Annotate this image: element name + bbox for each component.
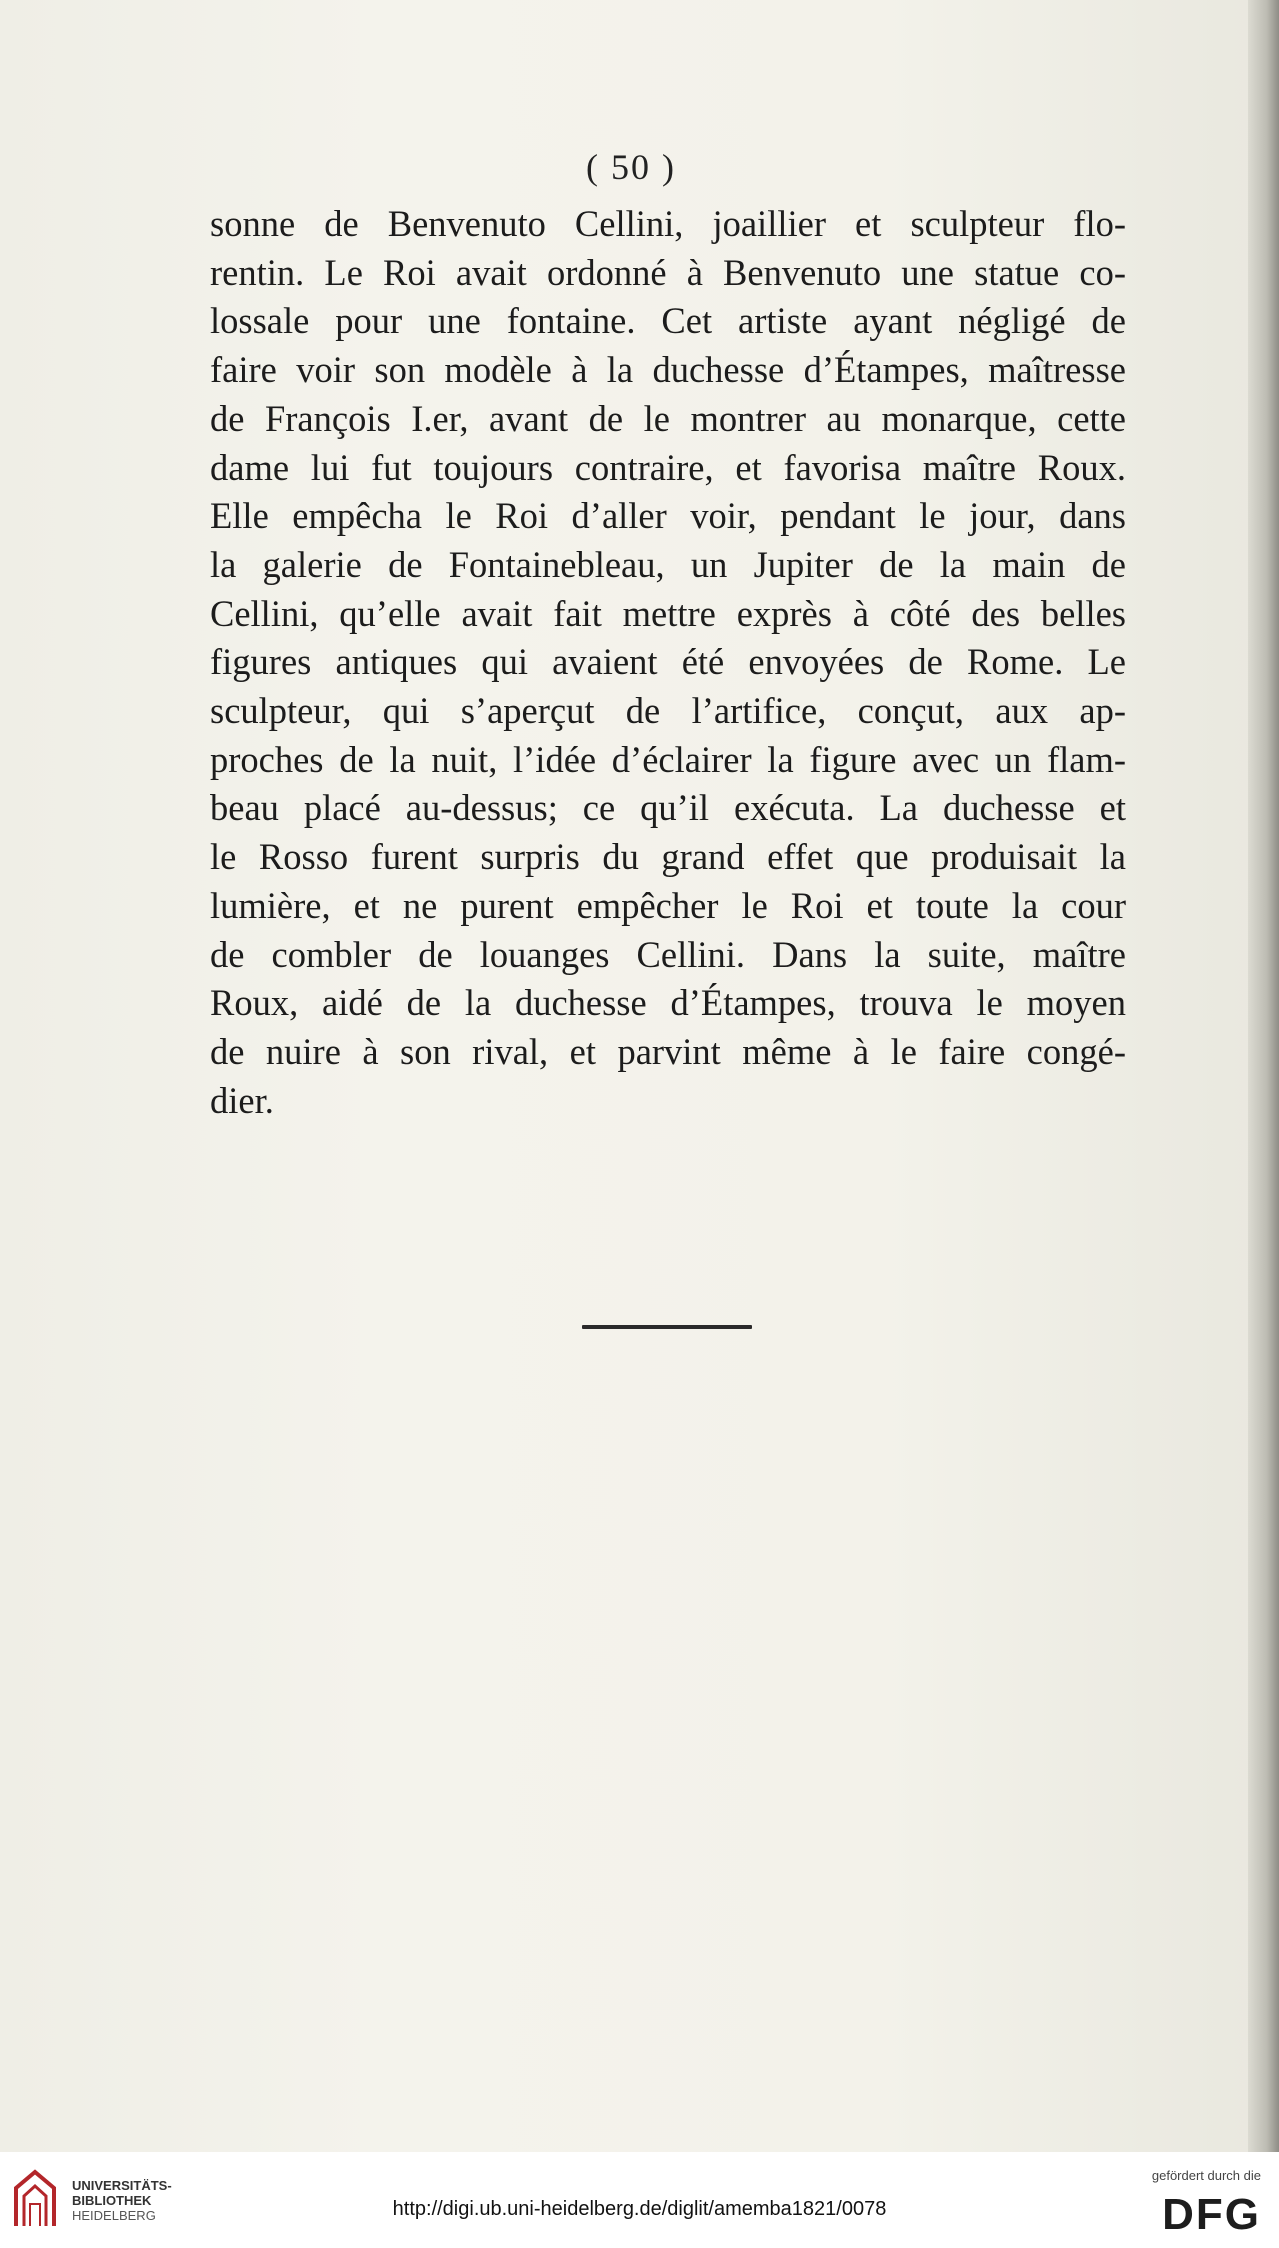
text-line: dame lui fut toujours contraire, et favorisa maître Roux. — [210, 446, 1126, 488]
text-line: de combler de louanges Cellini. Dans la suite, maître — [210, 933, 1126, 975]
text-line: de nuire à son rival, et parvint même à le faire congé- — [210, 1030, 1126, 1072]
permalink-url[interactable]: http://digi.ub.uni-heidelberg.de/diglit/amemba1821/0078 — [392, 2198, 887, 2220]
text-line: dier. — [210, 1079, 274, 1121]
text-line: lossale pour une fontaine. Cet artiste ayant négligé de — [210, 300, 1126, 342]
text-line: proches de la nuit, l’idée d’éclairer la figure avec un flam- — [210, 738, 1126, 780]
body-text — [210, 200, 1126, 1125]
text-line: figures antiques qui avaient été envoyées de Rome. Le — [210, 641, 1126, 683]
library-name-line: HEIDELBERG — [72, 2208, 156, 2223]
dfg-logo: DFG — [1162, 2190, 1261, 2239]
text-line: Roux, aidé de la duchesse d’Étampes, trouva le moyen — [210, 982, 1126, 1024]
text-line: rentin. Le Roi avait ordonné à Benvenuto une statue co- — [210, 251, 1126, 293]
text-line: Elle empêcha le Roi d’aller voir, pendant le jour, dans — [210, 495, 1126, 537]
text-line: Cellini, qu’elle avait fait mettre exprès à côté des belles — [210, 592, 1126, 634]
text-line: lumière, et ne purent empêcher le Roi et toute la cour — [210, 884, 1126, 926]
text-line: le Rosso furent surpris du grand effet que produisait la — [210, 836, 1126, 878]
page-edge-shadow — [1248, 0, 1279, 2152]
text-line: sculpteur, qui s’aperçut de l’artifice, conçut, aux ap- — [210, 690, 1126, 732]
section-divider — [582, 1325, 752, 1329]
text-line: de François I.er, avant de le montrer au monarque, cette — [210, 397, 1126, 439]
text-line: la galerie de Fontainebleau, un Jupiter de la main de — [210, 543, 1126, 585]
text-line: sonne de Benvenuto Cellini, joaillier et sculpteur flo- — [210, 203, 1126, 244]
library-name-line: UNIVERSITÄTS- — [72, 2178, 172, 2193]
library-name-line: BIBLIOTHEK — [72, 2193, 152, 2208]
text-line: beau placé au-dessus; ce qu’il exécuta. La duchesse et — [210, 787, 1126, 829]
page-number: ( 50 ) — [586, 147, 676, 187]
text-line: faire voir son modèle à la duchesse d’Étampes, maîtresse — [210, 349, 1126, 391]
funding-label: gefördert durch die — [1151, 2168, 1261, 2183]
